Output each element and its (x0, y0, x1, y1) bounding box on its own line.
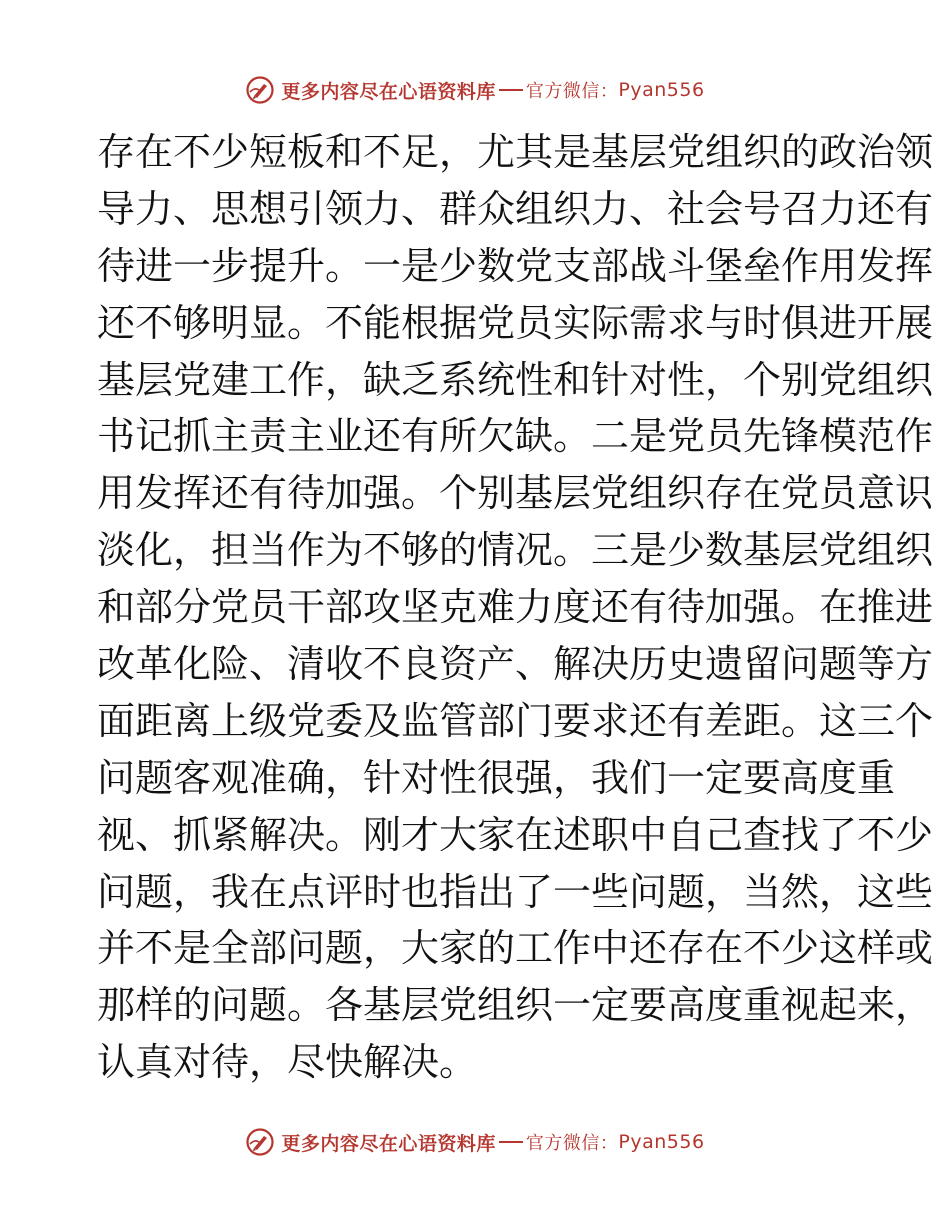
watermark-official-label: 官方微信： (525, 1133, 619, 1154)
text-line: 存在不少短板和不足，尤其是基层党组织的政治领 (97, 130, 934, 174)
watermark-footer (0, 1122, 950, 1162)
text-line: 认真对待，尽快解决。 (97, 1040, 478, 1085)
watermark-account-id: Pyan556 (618, 79, 705, 101)
text-line: 改革化险、清收不良资产、解决历史遗留问题等方 (97, 642, 934, 687)
pen-circle-logo-icon (245, 1127, 275, 1157)
watermark-brand-text: 更多内容尽在心语资料库 (281, 80, 496, 103)
text-line: 书记抓主责主业还有所欠缺。二是党员先锋模范作 (97, 414, 934, 459)
text-line: 还不够明显。不能根据党员实际需求与时俱进开展 (97, 300, 934, 345)
watermark-separator (499, 89, 523, 91)
text-line: 并不是全部问题，大家的工作中还存在不少这样或 (97, 926, 934, 971)
text-line: 淡化，担当作为不够的情况。三是少数基层党组织 (97, 528, 934, 573)
text-line: 用发挥还有待加强。个别基层党组织存在党员意识 (97, 471, 934, 516)
text-line: 视、抓紧解决。刚才大家在述职中自己查找了不少 (97, 812, 934, 857)
pen-circle-logo-icon (245, 75, 275, 105)
watermark-official-label: 官方微信： (525, 81, 619, 102)
watermark-account-id: Pyan556 (618, 1131, 705, 1153)
text-line: 问题，我在点评时也指出了一些问题，当然，这些 (97, 869, 934, 914)
watermark-brand-text: 更多内容尽在心语资料库 (281, 1132, 496, 1155)
text-line: 那样的问题。各基层党组织一定要高度重视起来， (97, 983, 934, 1028)
text-line: 和部分党员干部攻坚克难力度还有待加强。在推进 (97, 585, 934, 630)
text-line: 导力、思想引领力、群众组织力、社会号召力还有 (97, 186, 934, 231)
body-text (97, 124, 934, 1091)
text-line: 问题客观准确，针对性很强，我们一定要高度重 (97, 755, 896, 800)
text-line: 基层党建工作，缺乏系统性和针对性，个别党组织 (97, 357, 934, 402)
watermark-header (0, 70, 950, 110)
text-line: 面距离上级党委及监管部门要求还有差距。这三个 (97, 698, 934, 743)
watermark-separator (499, 1141, 523, 1143)
text-line: 待进一步提升。一是少数党支部战斗堡垒作用发挥 (97, 243, 934, 288)
